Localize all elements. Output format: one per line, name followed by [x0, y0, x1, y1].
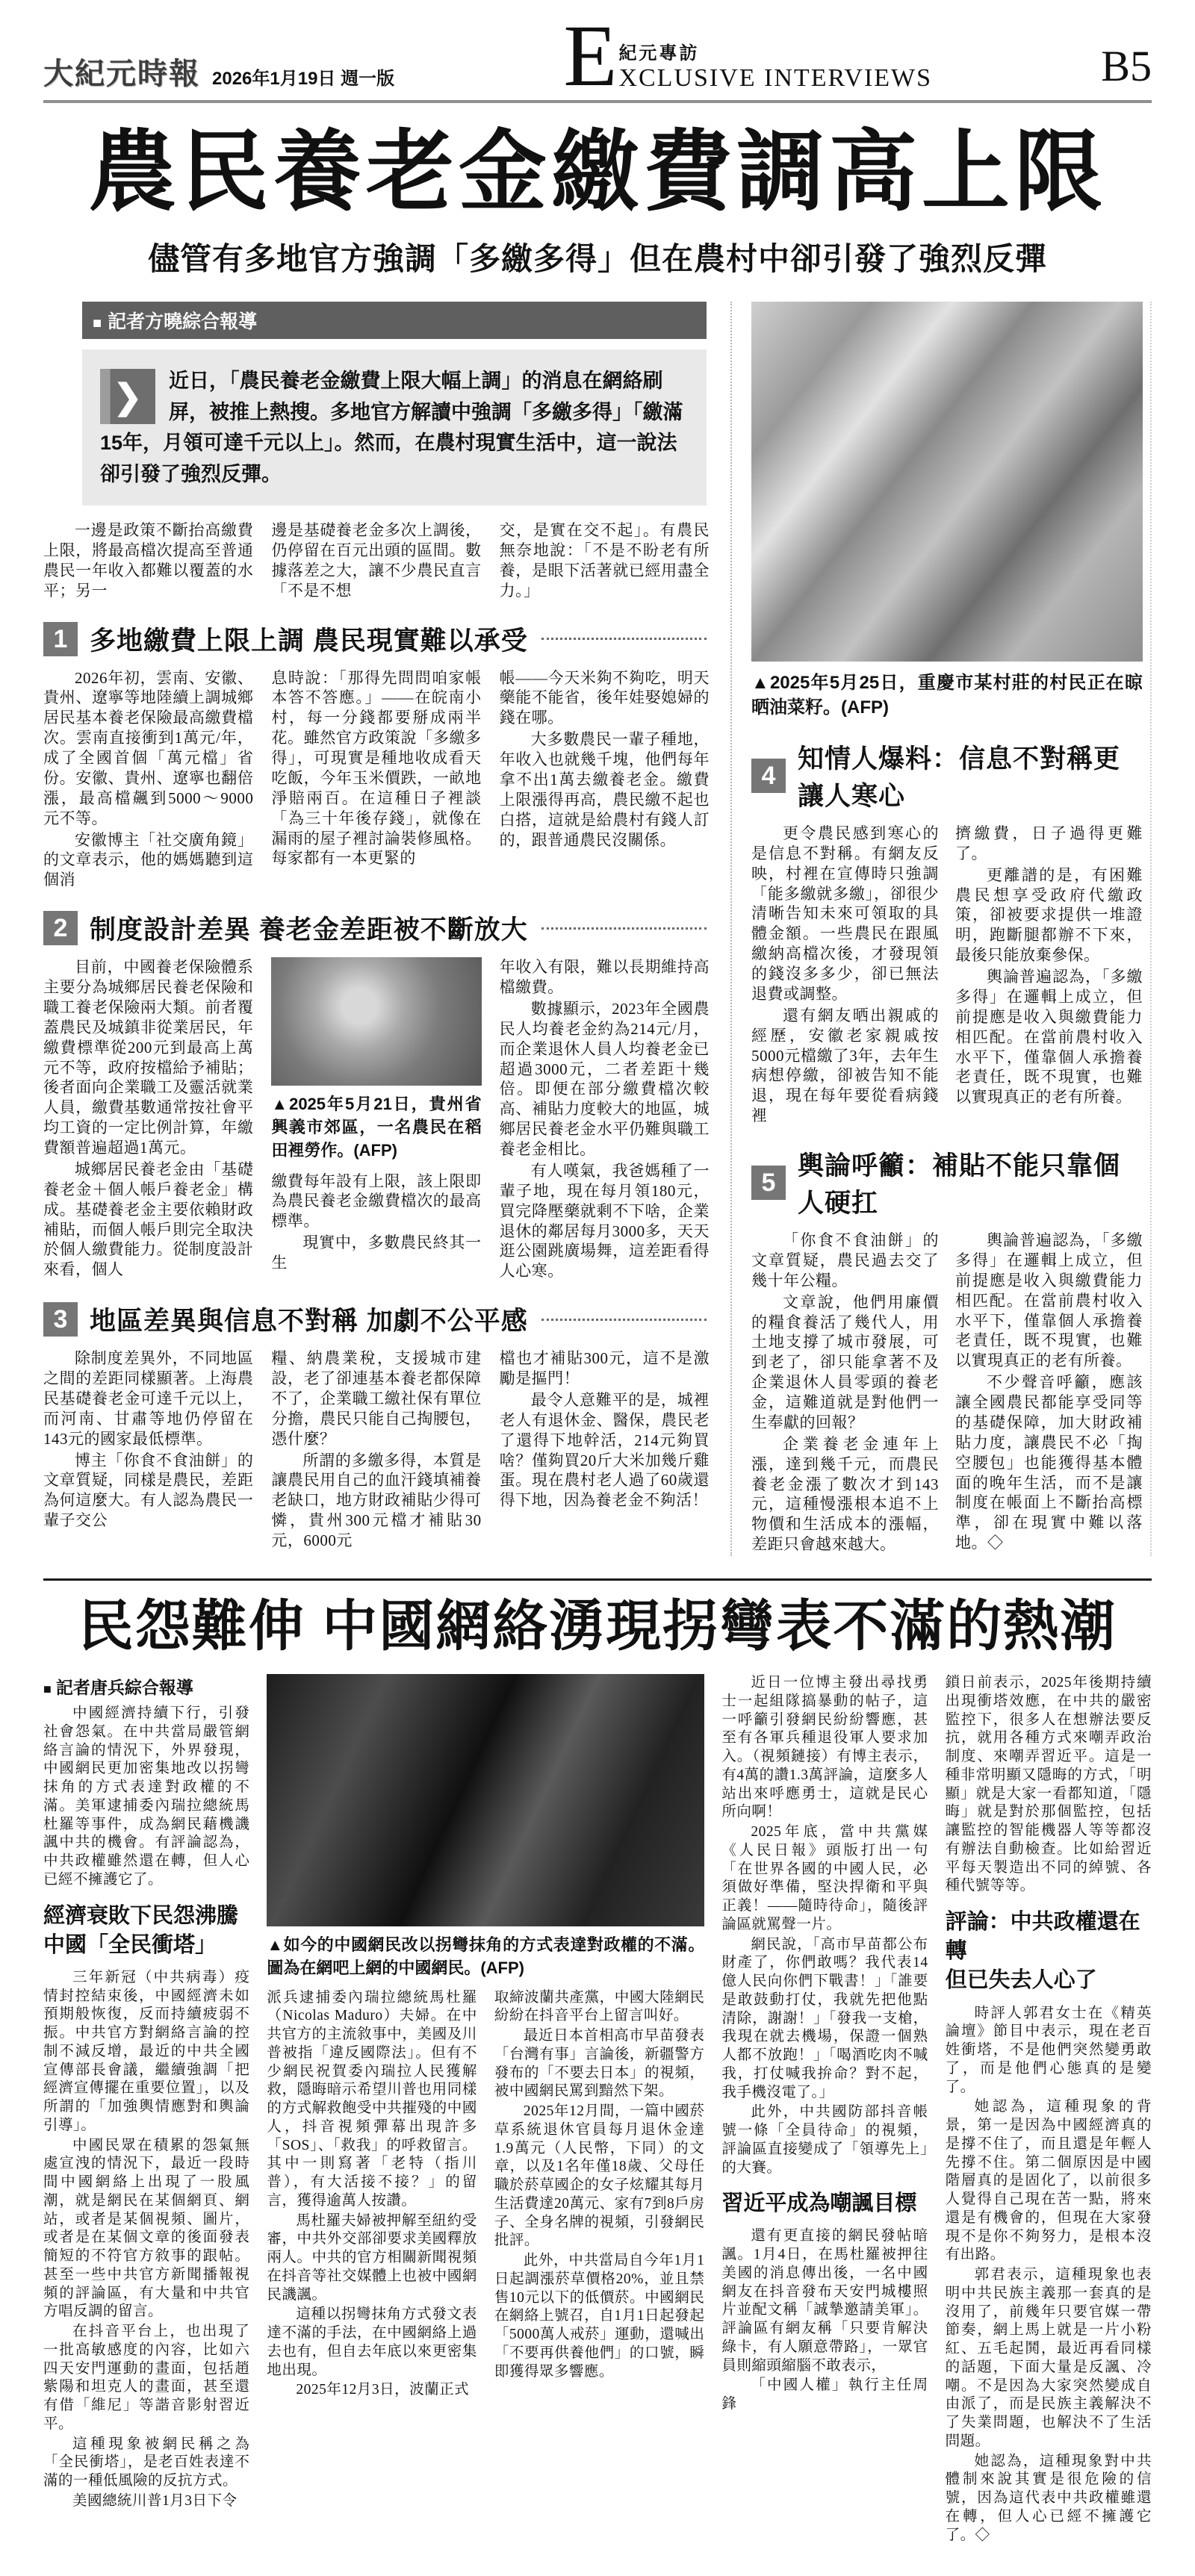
- body-paragraph: 「你食不食油餅」的文章質疑，農民過去交了幾十年公糧。: [751, 1231, 939, 1289]
- dotted-leader: [541, 638, 707, 640]
- internet-cafe-photo-caption: ▲如今的中國網民改以拐彎抹角的方式表達對政權的不滿。圖為在網吧上網的中國網民。(AFP): [267, 1935, 705, 1977]
- date-line: 2026年1月19日 週一版: [212, 69, 395, 89]
- body-paragraph: 輿論普遍認為，「多繳多得」在邏輯上成立，但前提應是收入與繳費能力相匹配。在當前農村收入水平下，僅靠個人承擔養老責任，既不現實，也難以實現真正的老有所養。: [955, 968, 1143, 1107]
- body-paragraph: 郭君表示，這種現象也表明中共民族主義那一套真的是沒用了，前幾年只要官媒一帶節奏，網上馬上就是一片小粉紅、五毛起鬨，最近再看同樣的話題，下面大量是反諷、冷嘲。不是因為大家突然變成自由派了，而是民族主義解決不了失業問題，也解決不了生活問題。: [945, 2267, 1152, 2449]
- body-paragraph: 擠繳費，日子過得更難了。: [955, 824, 1143, 862]
- body-paragraph: 此外，中共國防部抖音帳號一條「全員待命」的視頻，評論區直接變成了「領導先上」的大賽。: [721, 2104, 928, 2176]
- body-paragraph: 還有網友晒出親戚的經歷，安徽老家親戚按5000元檔繳了3年，去年生病想停繳，卻被告知不能退，現在每年要從看病錢裡: [751, 1006, 939, 1125]
- body-paragraph: 2025年底，當中共黨媒《人民日報》頭版打出一句「在世界各國的中國人民，必須做好準備，堅決捍衛和平與正義！——隨時待命」，隨後評論區就罵聲一片。: [721, 1824, 928, 1932]
- subhead-economy-tower-rush: [43, 1902, 249, 1960]
- farmer-photo-caption: ▲2025年5月21日，貴州省興義市郊區，一名農民在稻田裡勞作。(AFP): [271, 1095, 482, 1160]
- body-paragraph: 有人嘆氣，我爸媽種了一輩子地，現在每月領180元，買完降壓藥就剩不下啥，企業退休的鄰居每月3000多，天天逛公園跳廣場舞，這差距看得人心寒。: [499, 1161, 710, 1281]
- body-paragraph: 這種以拐彎抹角方式發文表達不滿的手法，在中國網絡上過去也有，但自去年底以來更密集地出現。: [267, 2306, 477, 2378]
- body-paragraph: 城鄉居民養老金由「基礎養老金＋個人帳戶養老金」構成。基礎養老金主要依賴財政補貼，而個人帳戶則完全取決於個人繳費能力。從制度設計來看，個人: [43, 1160, 254, 1279]
- body-paragraph: 2026年初，雲南、安徽、貴州、遼寧等地陸續上調城鄉居民基本養老保險最高繳費檔次。雲南直接衝到1萬元/年，成了全國首個「萬元檔」省份。安徽、貴州、遼寧也翻倍漲，最高檔飆到5000～9000元不等。: [43, 668, 254, 827]
- byline-text: 記者唐兵綜合報導: [55, 1678, 193, 1698]
- article1-lead-box: [82, 349, 707, 505]
- article1-byline: [82, 302, 707, 339]
- article2-col3: [494, 1989, 705, 2402]
- section-5: [751, 1145, 1143, 1556]
- body-paragraph: 馬杜羅夫婦被押解至紐約受審，中共外交部卻要求美國釋放兩人。中共的官方相關新聞視頻在抖音等社交媒體上也被中國網民譏諷。: [267, 2212, 477, 2303]
- subhead-line: 評論：中共政權還在轉: [945, 1910, 1140, 1964]
- body-paragraph: 派兵逮捕委內瑞拉總統馬杜羅（Nicolas Maduro）夫婦。在中共官方的主流敘事中，美國及川普被指「違反國際法」。但有不少網民祝賀委內瑞拉人民獲解救，隱晦暗示希望川普也用同樣的方式解救飽受中共摧殘的中國人，抖音視頻彈幕出現許多「SOS」、「救我」的呼救留言。其中一則寫著「老特（指川普），有大活接不接？」的留言，獲得逾萬人按讚。: [267, 1989, 477, 2209]
- canola-seed-drying-photo: [751, 302, 1143, 662]
- article2-col5: [946, 1674, 1152, 2546]
- page-number: B5: [1101, 42, 1152, 90]
- body-paragraph: 所謂的多繳多得，本質是讓農民用自己的血汗錢填補養老缺口，地方財政補貼少得可憐，貴州300元檔才補貼30元，6000元: [271, 1451, 482, 1550]
- subhead-xi-mockery-target: 習近平成為嘲諷目標: [721, 2191, 917, 2216]
- section-logo-stack: [618, 38, 932, 93]
- intro-col2: 邊是基礎養老金多次上調後，仍停留在百元出頭的區間。數據落差之大，讓不少農民直言「不是不想: [271, 521, 482, 600]
- section-3-number-badge: 3: [43, 1302, 78, 1337]
- body-paragraph: 帳——今天米夠不夠吃，明天藥能不能省，後年娃娶媳婦的錢在哪。: [499, 668, 710, 727]
- section-4-header: [751, 738, 1143, 813]
- body-paragraph: 文章說，他們用廉價的糧食養活了幾代人，用土地支撐了城市發展，可到老了，卻只能拿著不及企業退休人員零頭的養老金，這難道就是對他們一生奉獻的回報？: [751, 1292, 939, 1431]
- body-paragraph: 2025年12月3日，波蘭正式: [296, 2382, 470, 2398]
- body-paragraph: 美國總統川普1月3日下令: [72, 2492, 238, 2509]
- article-netizens: [43, 1594, 1152, 2546]
- article2-byline: [43, 1674, 249, 1699]
- section-4: [751, 738, 1143, 1127]
- body-paragraph: 數據顯示，2023年全國農民人均養老金約為214元/月，而企業退休人員人均養老金已超過3000元，二者差距十幾倍。即便在部分繳費檔次較高、補貼力度較大的地區，城鄉居民養老金水平仍難與職工養老金相比。: [499, 999, 710, 1159]
- body-paragraph: 大多數農民一輩子種地，年收入也就幾千塊，他們每年拿不出1萬去繳養老金。繳費上限漲得再高，農民繳不起也白搭，這就是給農村有錢人訂的，跟普通農民沒關係。: [499, 730, 710, 849]
- body-paragraph: 最令人意難平的是，城裡老人有退休金、醫保，農民老了還得下地幹活，214元夠買啥？僅夠買20斤大米加幾斤雞蛋。現在農村老人過了60歲還得下地，因為養老金不夠活！: [499, 1390, 710, 1510]
- body-paragraph: 鎖日前表示，2025年後期持續出現衝塔效應，在中共的嚴密監控下，很多人在想辦法要反抗，就用各種方式來嘲弄政治制度、來嘲弄習近平。這是一種非常明顯又隱晦的方式，「明顯」就是大家一看都知道，「隱晦」就是對於那個監控，包括讓監控的智能機器人等等都沒有辦法自動檢查。比如給習近平每天製造出不同的綽號、各種代號等等。: [945, 1675, 1152, 1894]
- subhead-line: 中國「全民衝塔」: [43, 1932, 217, 1957]
- section-2-number-badge: 2: [43, 911, 78, 945]
- section-2-title: 制度設計差異 養老金差距被不斷放大: [90, 915, 528, 945]
- body-paragraph: 她認為，這種現象對中共體制來說其實是很危險的信號，因為這代表中共政權雖還在轉，但人心已經不擁護它了。◇: [945, 2453, 1152, 2543]
- section-3-title: 地區差異與信息不對稱 加劇不公平感: [90, 1307, 528, 1337]
- subhead-regime-lost-hearts: [946, 1908, 1152, 1995]
- section-3-header: [43, 1301, 710, 1338]
- body-paragraph: 時評人郭君女士在《精英論壇》節目中表示，現在老百姓衝塔，不是他們突然變勇敢了，而是他們心態真的是變了。: [945, 2005, 1152, 2095]
- body-paragraph: 企業養老金連年上漲，達到幾千元，而農民養老金漲了數次才到143元，這種慢漲根本追不上物價和生活成本的漲幅，差距只會越來越大。: [751, 1434, 939, 1554]
- article2-middle-zone: [267, 1674, 704, 2546]
- masthead-left: [43, 50, 394, 93]
- section-logo-chinese: 紀元專訪: [618, 43, 700, 63]
- section-3: [43, 1301, 710, 1552]
- subhead-line: 經濟衰敗下民怨沸騰: [43, 1903, 239, 1928]
- body-paragraph: 這種現象被網民稱之為「全民衝塔」，是老百姓表達不滿的一種低風險的反抗方式。: [43, 2436, 250, 2489]
- article2-col1: [43, 1674, 249, 2546]
- intro-col3: 交，是實在交不起」。有農民無奈地說：「不是不盼老有所養，是眼下活著就已經用盡全力。」: [499, 521, 710, 600]
- section-5-title: 輿論呼籲：補貼不能只靠個人硬扛: [798, 1151, 1121, 1218]
- section-1: [43, 620, 710, 892]
- body-paragraph: 此外，中共當局自今年1月1日起調漲菸草價格20%，並且禁售10元以下的低價菸。中國網民在網絡上號召，自1月1日起發起「5000萬人戒菸」運動，還喊出「不要再供養他們」的口號，瞬即獲得眾多響應。: [494, 2253, 705, 2380]
- masthead: [43, 7, 1152, 105]
- byline-square-icon: ■: [43, 1681, 52, 1697]
- body-paragraph: 更令農民感到寒心的是信息不對稱。有網友反映，村裡在宣傳時只強調「能多繳就多繳」，卻很少清晰告知未來可領取的具體金額。一些農民在跟風繳納高檔次後，才發現領的錢沒多多少，卻已無法退費或調整。: [751, 824, 939, 1003]
- section-5-number-badge: 5: [751, 1166, 786, 1200]
- section-logo-letter: E: [563, 7, 618, 105]
- farmer-in-rice-field-photo: [271, 957, 481, 1086]
- body-paragraph: 糧、納農業稅，支援城市建設，老了卻連基本養老都保障不了，企業職工繳社保有單位分擔，農民只能自己掏腰包，憑什麼？: [271, 1349, 482, 1448]
- section-2-header: [43, 909, 710, 947]
- section-4-title: 知情人爆料：信息不對稱更讓人寒心: [798, 744, 1121, 811]
- body-paragraph: 取締波蘭共產黨，中國大陸網民紛紛在抖音平台上留言叫好。: [494, 1989, 705, 2024]
- section-1-title: 多地繳費上限上調 農民現實難以承受: [90, 626, 528, 656]
- article1-intro: [43, 520, 710, 603]
- body-paragraph: 安徽博主「社交廣角鏡」的文章表示，他的媽媽聽到這個消: [43, 830, 254, 889]
- body-paragraph: 息時說：「那得先問問咱家帳本答不答應。」——在皖南小村，每一分錢都要掰成兩半花。雖然官方政策說「多繳多得」，可現實是種地收成看天吃飯，今年玉米價跌，一畝地淨賠兩百。在這種日子裡談「為三十年後存錢」，就像在漏雨的屋子裡討論裝修風格。每家都有一本更緊的: [271, 668, 482, 868]
- article1-subheadline: 儘管有多地官方強調「多繳多得」但在農村中卻引發了強烈反彈: [147, 240, 1047, 276]
- dotted-leader: [541, 927, 707, 930]
- section-logo-english: XCLUSIVE INTERVIEWS: [618, 64, 933, 92]
- subhead-line: 但已失去人心了: [945, 1968, 1097, 1993]
- article-divider: [43, 1578, 1152, 1581]
- dotted-leader: [541, 1319, 707, 1321]
- byline-text: 記者方曉綜合報導: [108, 311, 258, 332]
- body-paragraph: 她認為，這種現象的背景，第一是因為中國經濟真的是撐不住了，而且還是年輕人先撐不住。第二個原因是中國階層真的是固化了，以前很多人覺得自己現在苦一點，將來還是有機會的，但現在大家發現不是你不夠努力，是根本沒有出路。: [945, 2099, 1152, 2263]
- canola-photo-caption: ▲2025年5月25日，重慶市某村莊的村民正在晾晒油菜籽。(AFP): [751, 672, 1143, 718]
- article2-col4: [721, 1674, 928, 2546]
- body-paragraph: 還有更直接的網民發帖暗諷。1月4日，在馬杜羅被押往美國的消息傳出後，一名中國網友在抖音發布天安門城樓照片並配文稱「誠摯邀請美軍」。評論區有網友稱「只要肯解決綠卡，有人願意帶路」，一眾官員則縮頭縮腦不敢表示，: [721, 2228, 928, 2374]
- body-paragraph: 繳費每年設有上限，該上限即為農民養老金繳費檔次的最高標準。: [271, 1172, 482, 1231]
- section-logo: [563, 7, 933, 105]
- article1-left-zone: [43, 302, 710, 1556]
- section-1-header: [43, 620, 710, 658]
- body-paragraph: 中國經濟持續下行，引發社會怨氣。在中共當局嚴管網絡言論的情況下，外界發現，中國網民更加密集地改以拐彎抹角的方式表達對政權的不滿。美軍逮捕委內瑞拉總統馬杜羅等事件，成為網民藉機譏諷中共的機會。有評論認為，中共政權雖然還在轉，但人心已經不擁護它了。: [43, 1705, 250, 1888]
- byline-square-icon: ■: [93, 314, 102, 332]
- body-paragraph: 近日一位博主發出尋找勇士一起組隊搞暴動的帖子，這一呼籲引發網民紛紛響應，甚至有各軍兵種退役軍人要求加入。（視頻鏈接）有博主表示，有4萬的讚1.3萬評論，這麼多人站出來呼應勇士，這就是民心所向啊！: [721, 1675, 928, 1820]
- article2-col2: [267, 1989, 477, 2402]
- article1-headline: 農民養老金繳費調高上限: [87, 124, 1107, 222]
- body-paragraph: 網民說，「高市早苗都公布財產了，你們敢嗎？我代表14億人民向你們下戰書！」「誰要是敢鼓動打仗，我就先把他點清除，謝謝！」「發我一支槍，我現在就去機場，保證一個熟人都不放跑！」「喝酒吃肉不喊我，打仗喊我拚命？對不起，我手機沒電了。」: [721, 1936, 928, 2100]
- body-paragraph: 更離譜的是，有困難農民想享受政府代繳政策，卻被要求提供一堆證明，跑斷腿都辦不下來，最後只能放棄參保。: [955, 865, 1143, 965]
- body-paragraph: 輿論普遍認為，「多繳多得」在邏輯上成立，但前提應是收入與繳費能力相匹配。在當前農村收入水平下，僅靠個人承擔養老責任，既不現實，也難以實現真正的老有所養。: [955, 1231, 1143, 1370]
- body-paragraph: 最近日本首相高市早苗發表「台灣有事」言論後，新疆警方發布的「不要去日本」的視頻，被中國網民罵到黯然下架。: [494, 2028, 705, 2100]
- section-5-header: [751, 1145, 1143, 1220]
- body-paragraph: 年收入有限，難以長期維持高檔繳費。: [499, 958, 710, 997]
- article2-headline: 民怨難伸 中國網絡湧現拐彎表不滿的熱潮: [78, 1595, 1117, 1657]
- article1-lead-text: 近日，「農民養老金繳費上限大幅上調」的消息在網絡刷屏，被推上熱搜。多地官方解讀中強調「多繳多得」「繳滿15年，月領可達千元以上」。然而，在農村現實生活中，這一說法卻引發了強烈反彈。: [100, 369, 683, 486]
- body-paragraph: 2025年12月間，一篇中國菸草系統退休官員每月退休金達1.9萬元（人民幣，下同）的文章，以及1名年僅18歲、父母任職於菸草國企的女子炫耀其每月生活費達20萬元、家有7到8戶房子、全身名牌的視頻，引發網民批評。: [494, 2103, 705, 2249]
- paper-logo: 大紀元時報: [43, 57, 200, 90]
- article1-right-zone: [730, 302, 1152, 1556]
- body-paragraph: 檔也才補貼300元，這不是激勵是摳門！: [499, 1349, 710, 1388]
- internet-cafe-photo: [267, 1674, 704, 1926]
- section-2: [43, 909, 710, 1283]
- body-paragraph: 「中國人權」執行主任周鋒: [721, 2377, 928, 2412]
- body-paragraph: 現實中，多數農民終其一生: [271, 1233, 482, 1272]
- body-paragraph: 博主「你食不食油餅」的文章質疑，同樣是農民，差距為何這麼大。有人認為農民一輩子交公: [43, 1451, 254, 1530]
- body-paragraph: 三年新冠（中共病毒）疫情封控結束後，中國經濟未如預期般恢復，反而持續疲弱不振。中共官方對網絡言論的控制不減反增，最近的中共全國宣傳部長會議，繼續強調「把經濟宣傳擺在重要位置」，以及所謂的「加強輿情應對和輿論引導」。: [43, 1969, 250, 2133]
- intro-col1: 一邊是政策不斷抬高繳費上限，將最高檔次提高至普通農民一年收入都難以覆蓋的水平；另一: [43, 521, 254, 600]
- body-paragraph: 中國民眾在積累的怨氣無處宣洩的情況下，最近一段時間中國網絡上出現了一股風潮，就是網民在某個網頁、網站，或者是某個視頻、圖片，或者是在某個文章的後面發表簡短的不符官方敘事的跟帖。甚至一些中共官方新聞播報視頻的評論區，有大量和中共官方唱反調的留言。: [43, 2137, 250, 2320]
- section-4-number-badge: 4: [751, 759, 786, 793]
- article-pension: [43, 122, 1152, 1556]
- body-paragraph: 在抖音平台上，也出現了一批高敏感度的內容，比如六四天安門運動的畫面，包括趙紫陽和坦克人的畫面，甚至還有借「維尼」等諧音影射習近平。: [43, 2324, 250, 2432]
- section-1-number-badge: 1: [43, 622, 78, 656]
- body-paragraph: 不少聲音呼籲，應該讓全國農民都能享受同等的基礎保障，加大財政補貼力度，讓農民不必「掏空腰包」也能獲得基本體面的晚年生活，而不是讓制度在帳面上不斷抬高標準，卻在現實中難以落地。◇: [955, 1373, 1143, 1552]
- chevron-right-icon: ❯: [100, 369, 155, 424]
- body-paragraph: 目前，中國養老保險體系主要分為城鄉居民養老保險和職工養老保險兩大類。前者覆蓋農民及城鎮非從業居民，年繳費標準從200元到最高上萬元不等，政府按檔給予補貼；後者面向企業職工及靈活就業人員，繳費基數通常按社會平均工資的一定比例計算，年繳費額普遍超過1萬元。: [43, 958, 254, 1157]
- body-paragraph: 除制度差異外，不同地區之間的差距同樣顯著。上海農民基礎養老金可達千元以上，而河南、甘肅等地仍停留在143元的國家最低標準。: [43, 1349, 254, 1448]
